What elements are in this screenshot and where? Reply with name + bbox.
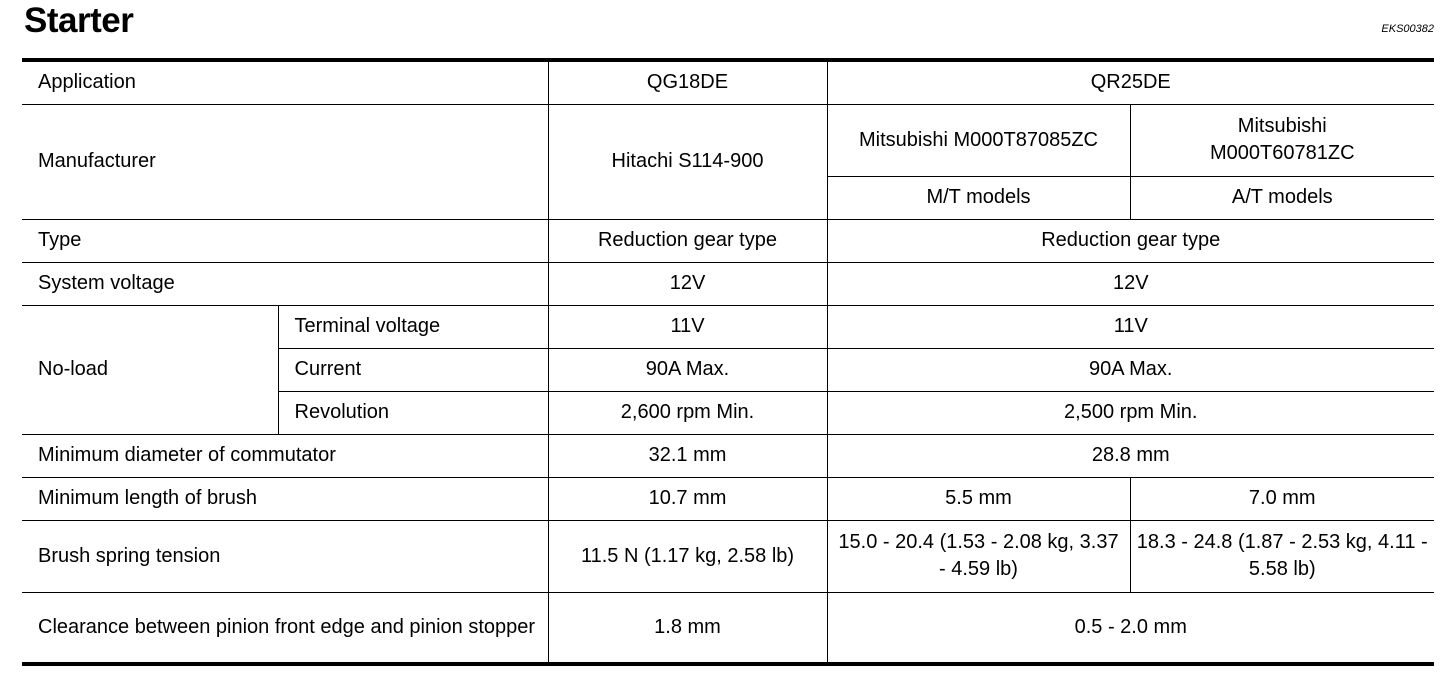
table-row-terminal-voltage [22, 305, 1434, 348]
brush-spring-qg18de: 11.5 N (1.17 kg, 2.58 lb) [548, 520, 827, 592]
application-qr25de: QR25DE [827, 60, 1434, 104]
terminal-voltage-qr25de: 11V [827, 305, 1434, 348]
table-row-commutator [22, 434, 1434, 477]
table-row-brush-spring [22, 520, 1434, 592]
table-row-brush-length [22, 477, 1434, 520]
manufacturer-label: Manufacturer [22, 104, 548, 219]
brush-spring-qr25de-mt: 15.0 - 20.4 (1.53 - 2.08 kg, 3.37 - 4.59 lb) [827, 520, 1130, 592]
revolution-qg18de: 2,600 rpm Min. [548, 391, 827, 434]
application-label: Application [22, 60, 548, 104]
current-qr25de: 90A Max. [827, 348, 1434, 391]
table-row-system-voltage [22, 262, 1434, 305]
brush-spring-label: Brush spring tension [22, 520, 548, 592]
terminal-voltage-label: Terminal voltage [278, 305, 548, 348]
table-row-application [22, 60, 1434, 104]
type-qr25de: Reduction gear type [827, 219, 1434, 262]
brush-length-qr25de-at: 7.0 mm [1130, 477, 1434, 520]
type-qg18de: Reduction gear type [548, 219, 827, 262]
table-row-pinion-clearance [22, 592, 1434, 664]
manufacturer-qr25de-mt: Mitsubishi M000T87085ZC [827, 104, 1130, 176]
brush-length-qr25de-mt: 5.5 mm [827, 477, 1130, 520]
manufacturer-qg18de: Hitachi S114-900 [548, 104, 827, 219]
table-row-type [22, 219, 1434, 262]
brush-length-label: Minimum length of brush [22, 477, 548, 520]
system-voltage-qr25de: 12V [827, 262, 1434, 305]
commutator-label: Minimum diameter of commutator [22, 434, 548, 477]
no-load-label: No-load [22, 305, 278, 434]
revolution-qr25de: 2,500 rpm Min. [827, 391, 1434, 434]
application-qg18de: QG18DE [548, 60, 827, 104]
current-qg18de: 90A Max. [548, 348, 827, 391]
table-row-manufacturer [22, 104, 1434, 176]
page-title: Starter [24, 1, 134, 40]
commutator-qg18de: 32.1 mm [548, 434, 827, 477]
manufacturer-qr25de-at: Mitsubishi M000T60781ZC [1130, 104, 1434, 176]
document-code: EKS00382 [1381, 23, 1434, 35]
pinion-clearance-qg18de: 1.8 mm [548, 592, 827, 664]
system-voltage-qg18de: 12V [548, 262, 827, 305]
brush-length-qg18de: 10.7 mm [548, 477, 827, 520]
pinion-clearance-qr25de: 0.5 - 2.0 mm [827, 592, 1434, 664]
commutator-qr25de: 28.8 mm [827, 434, 1434, 477]
at-models-label: A/T models [1130, 176, 1434, 219]
system-voltage-label: System voltage [22, 262, 548, 305]
terminal-voltage-qg18de: 11V [548, 305, 827, 348]
revolution-label: Revolution [278, 391, 548, 434]
mt-models-label: M/T models [827, 176, 1130, 219]
type-label: Type [22, 219, 548, 262]
starter-spec-table [22, 58, 1434, 666]
current-label: Current [278, 348, 548, 391]
brush-spring-qr25de-at: 18.3 - 24.8 (1.87 - 2.53 kg, 4.11 - 5.58 lb) [1130, 520, 1434, 592]
pinion-clearance-label: Clearance between pinion front edge and pinion stopper [22, 592, 548, 664]
